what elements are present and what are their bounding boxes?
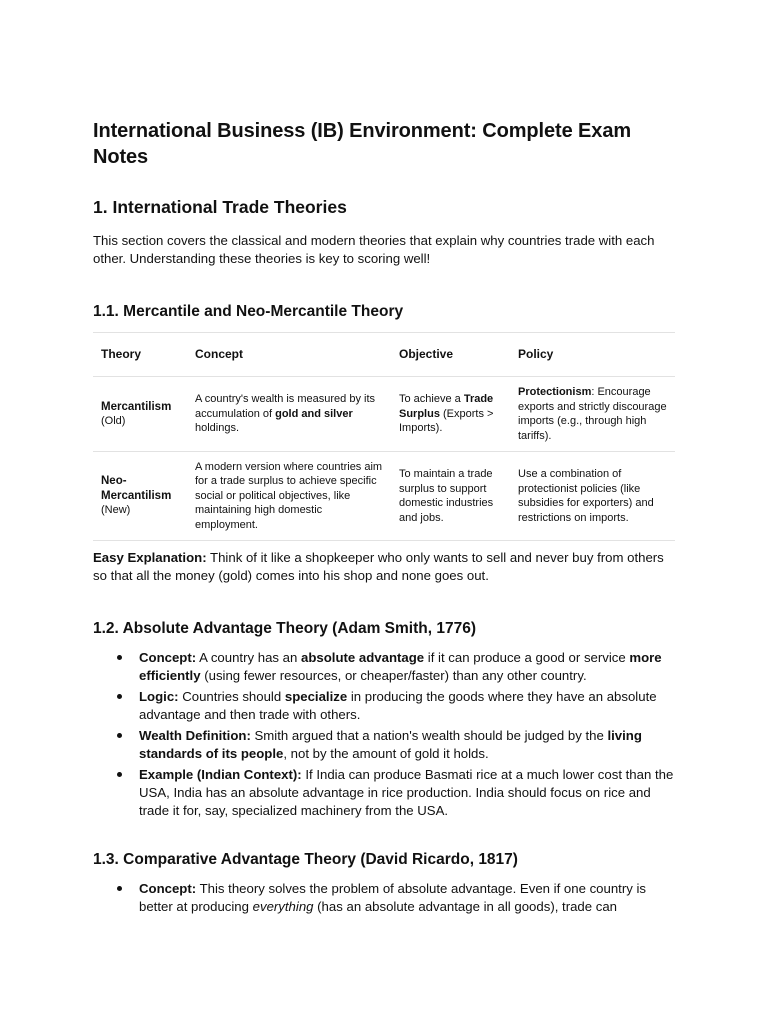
list-item: Example (Indian Context): If India can produce Basmati rice at a much lower cost than the USA, India has an absolute advantage in rice production. India should focus on rice and trade it for, say, specialized machinery from the USA.	[139, 767, 674, 818]
mercantile-table	[93, 332, 675, 541]
cell-theory: Neo-Mercantilism (New)	[93, 452, 187, 541]
header-policy: Policy	[510, 333, 675, 377]
document-title: International Business (IB) Environment: Complete Exam Notes	[93, 120, 632, 168]
section-1-intro: This section covers the classical and modern theories that explain why countries trade with each other. Understanding these theories is key to scoring well!	[93, 233, 655, 266]
cell-objective: To maintain a trade surplus to support domestic industries and jobs.	[391, 452, 510, 541]
table-row	[93, 452, 675, 541]
document-page	[93, 118, 675, 946]
easy-explanation: Easy Explanation: Think of it like a shopkeeper who only wants to sell and never buy from others so that all the money (gold) comes into his shop and none goes out.	[93, 550, 664, 583]
list-item: Wealth Definition: Smith argued that a nation's wealth should be judged by the living standards of its people, not by the amount of gold it holds.	[139, 727, 675, 763]
table-row	[93, 377, 675, 452]
cell-policy: Use a combination of protectionist policies (like subsidies for exporters) and restrictions on imports.	[510, 452, 675, 541]
list-item: Logic: Countries should specialize in producing the goods where they have an absolute advantage and then trade with others.	[139, 688, 675, 724]
header-objective: Objective	[391, 333, 510, 377]
absolute-advantage-list	[93, 649, 675, 820]
cell-policy: Protectionism: Encourage exports and strictly discourage imports (e.g., through high tariffs).	[510, 377, 675, 452]
list-item: Concept: This theory solves the problem of absolute advantage. Even if one country is better at producing everything (has an absolute advantage in all goods), trade can	[139, 880, 675, 916]
cell-theory: Mercantilism (Old)	[93, 377, 187, 452]
table-header-row	[93, 333, 675, 377]
cell-concept: A country's wealth is measured by its accumulation of gold and silver holdings.	[187, 377, 391, 452]
comparative-advantage-list	[93, 880, 675, 916]
section-1-heading: 1. International Trade Theories	[93, 197, 347, 217]
cell-concept: A modern version where countries aim for a trade surplus to achieve specific social or political objectives, like maintaining high domestic employment.	[187, 452, 391, 541]
header-theory: Theory	[93, 333, 187, 377]
header-concept: Concept	[187, 333, 391, 377]
section-1-3-heading: 1.3. Comparative Advantage Theory (David Ricardo, 1817)	[93, 851, 518, 868]
section-1-2-heading: 1.2. Absolute Advantage Theory (Adam Smith, 1776)	[93, 620, 476, 637]
section-1-1-heading: 1.1. Mercantile and Neo-Mercantile Theory	[93, 303, 404, 320]
list-item: Concept: A country has an absolute advantage if it can produce a good or service more efficiently (using fewer resources, or cheaper/faster) than any other country.	[139, 649, 675, 685]
cell-objective: To achieve a Trade Surplus (Exports > Imports).	[391, 377, 510, 452]
